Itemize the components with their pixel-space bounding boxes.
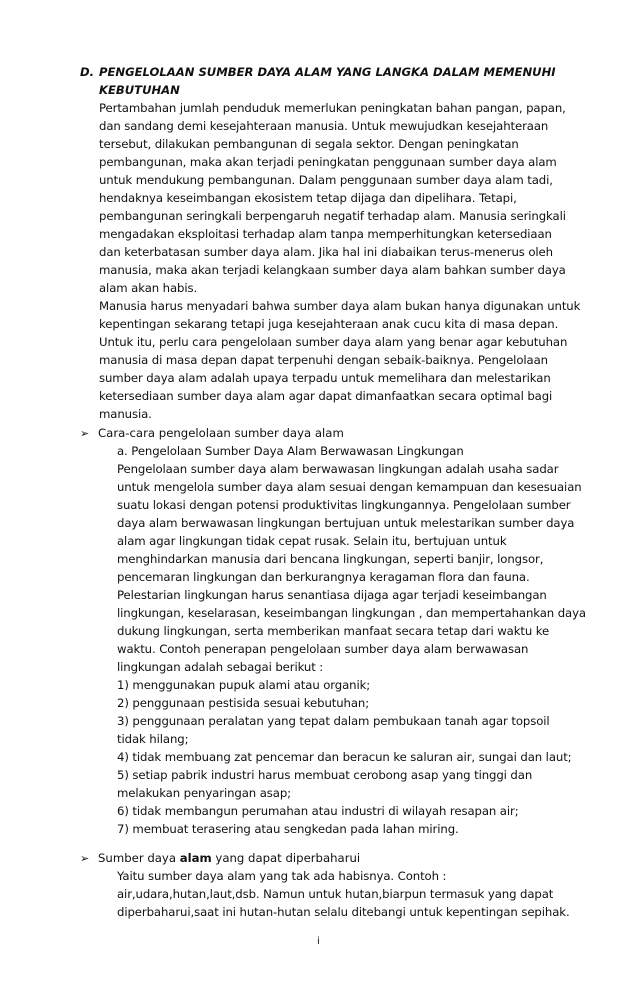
- text-line: manusia di masa depan dapat terpenuhi dengan sebaik-baiknya. Pengelolaan: [99, 353, 548, 367]
- arrow-bullet-icon: ➢: [80, 852, 90, 865]
- section-title-line1: PENGELOLAAN SUMBER DAYA ALAM YANG LANGKA DALAM MEMENUHI: [99, 65, 556, 79]
- section-letter: D.: [80, 65, 95, 79]
- text-line: lingkungan adalah sebagai berikut :: [117, 660, 324, 674]
- text-line: Pelestarian lingkungan harus senantiasa dijaga agar terjadi keseimbangan: [117, 588, 547, 602]
- text-line: alam agar lingkungan tidak cepat rusak. Selain itu, bertujuan untuk: [117, 534, 507, 548]
- text-line: dan sandang demi kesejahteraan manusia. Untuk mewujudkan kesejahteraan: [99, 119, 549, 133]
- text-line: 4) tidak membuang zat pencemar dan beracun ke saluran air, sungai dan laut;: [117, 750, 572, 764]
- text-line: mengadakan eksploitasi terhadap alam tanpa memperhitungkan ketersediaan: [99, 227, 552, 241]
- bullet-label: Cara-cara pengelolaan sumber daya alam: [98, 426, 344, 440]
- page-number: i: [317, 936, 320, 947]
- text-line: ketersediaan sumber daya alam agar dapat dimanfaatkan secara optimal bagi: [99, 389, 553, 403]
- text-line: air,udara,hutan,laut,dsb. Namun untuk hutan,biarpun termasuk yang dapat: [117, 887, 554, 901]
- text-line: untuk mendukung pembangunan. Dalam penggunaan sumber daya alam tadi,: [99, 173, 553, 187]
- text-line: Untuk itu, perlu cara pengelolaan sumber daya alam yang benar agar kebutuhan: [99, 335, 568, 349]
- text-line: pencemaran lingkungan dan berkurangnya keragaman flora dan fauna.: [117, 570, 530, 584]
- bullet-label-post: yang dapat diperbaharui: [211, 851, 361, 865]
- text-line: 1) menggunakan pupuk alami atau organik;: [117, 678, 371, 692]
- text-line: 2) penggunaan pestisida sesuai kebutuhan;: [117, 696, 370, 710]
- text-line: pembangunan, maka akan terjadi peningkatan penggunaan sumber daya alam: [99, 155, 557, 169]
- text-line: Manusia harus menyadari bahwa sumber daya alam bukan hanya digunakan untuk: [99, 299, 581, 313]
- text-line: lingkungan, keselarasan, keseimbangan lingkungan , dan mempertahankan daya: [117, 606, 586, 620]
- text-line: suatu lokasi dengan potensi produktivitas lingkungannya. Pengelolaan sumber: [117, 498, 571, 512]
- text-line: Yaitu sumber daya alam yang tak ada habisnya. Contoh :: [117, 869, 447, 883]
- text-line: dan keterbatasan sumber daya alam. Jika hal ini diabaikan terus-menerus oleh: [99, 245, 553, 259]
- text-line: diperbaharui,saat ini hutan-hutan selalu ditebangi untuk kepentingan sepihak.: [117, 905, 570, 919]
- text-line: hendaknya keseimbangan ekosistem tetap dijaga dan dipelihara. Tetapi,: [99, 191, 517, 205]
- text-line: a. Pengelolaan Sumber Daya Alam Berwawasan Lingkungan: [117, 444, 464, 458]
- text-line: tidak hilang;: [117, 732, 189, 746]
- bullet-label-pre: Sumber daya: [98, 851, 180, 865]
- text-line: manusia.: [99, 407, 152, 421]
- text-line: sumber daya alam adalah upaya terpadu untuk memelihara dan melestarikan: [99, 371, 551, 385]
- text-line: Pengelolaan sumber daya alam berwawasan lingkungan adalah usaha sadar: [117, 462, 559, 476]
- text-line: 6) tidak membangun perumahan atau industri di wilayah resapan air;: [117, 804, 519, 818]
- section-title-line2: KEBUTUHAN: [99, 83, 180, 97]
- text-line: daya alam berwawasan lingkungan bertujuan untuk melestarikan sumber daya: [117, 516, 575, 530]
- text-line: untuk mengelola sumber daya alam sesuai dengan kemampuan dan kesesuaian: [117, 480, 582, 494]
- text-line: melakukan penyaringan asap;: [117, 786, 291, 800]
- bullet-cara-cara: [80, 424, 344, 443]
- text-line: Pertambahan jumlah penduduk memerlukan peningkatan bahan pangan, papan,: [99, 101, 566, 115]
- text-line: manusia, maka akan terjadi kelangkaan sumber daya alam bahkan sumber daya: [99, 263, 566, 277]
- text-line: alam akan habis.: [99, 281, 198, 295]
- text-line: dukung lingkungan, serta memberikan manfaat secara tetap dari waktu ke: [117, 624, 550, 638]
- arrow-bullet-icon: ➢: [80, 427, 90, 440]
- text-line: 7) membuat terasering atau sengkedan pada lahan miring.: [117, 822, 459, 836]
- text-line: tersebut, dilakukan pembangunan di segala sektor. Dengan peningkatan: [99, 137, 519, 151]
- text-line: 3) penggunaan peralatan yang tepat dalam pembukaan tanah agar topsoil: [117, 714, 550, 728]
- text-line: kepentingan sekarang tetapi juga kesejahteraan anak cucu kita di masa depan.: [99, 317, 559, 331]
- bullet-sumber-daya-diperbaharui: [80, 849, 360, 868]
- bullet-label-bold: alam: [179, 851, 212, 865]
- text-line: pembangunan seringkali berpengaruh negatif terhadap alam. Manusia seringkali: [99, 209, 566, 223]
- text-line: 5) setiap pabrik industri harus membuat cerobong asap yang tinggi dan: [117, 768, 533, 782]
- text-line: waktu. Contoh penerapan pengelolaan sumber daya alam berwawasan: [117, 642, 529, 656]
- text-line: menghindarkan manusia dari bencana lingkungan, seperti banjir, longsor,: [117, 552, 544, 566]
